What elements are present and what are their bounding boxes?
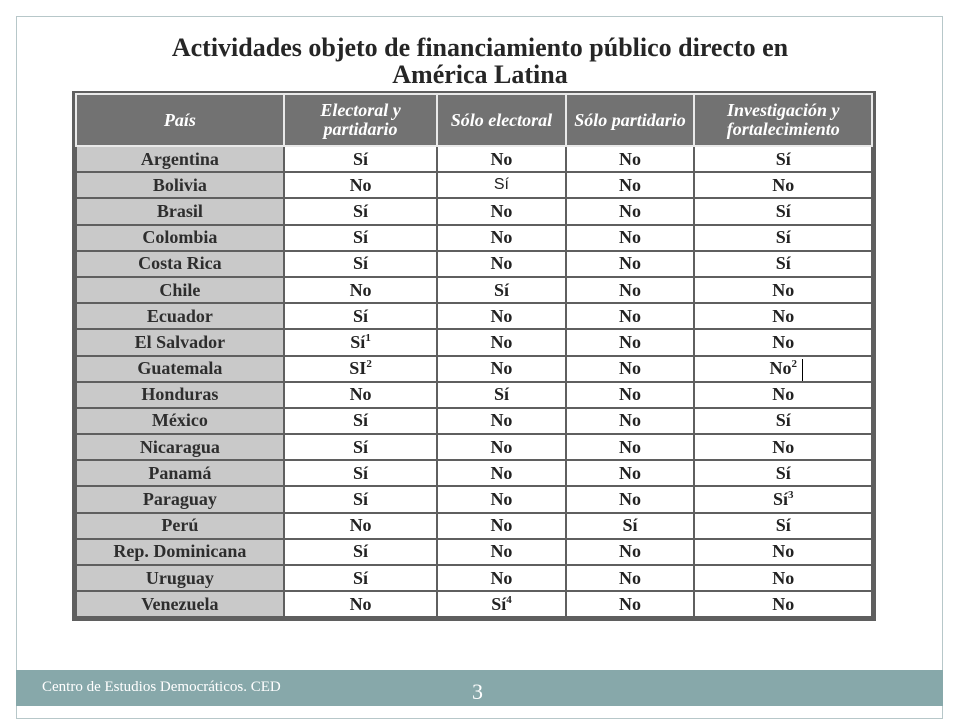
cell-value: No: [772, 593, 795, 614]
cell-value: No: [490, 436, 513, 457]
table-row: [76, 539, 872, 565]
value-cell: [437, 486, 565, 512]
header-electoral-partidario: Electoral y partidario: [284, 94, 438, 146]
table-row: [76, 146, 872, 172]
cell-value: Sí: [353, 436, 369, 457]
table-header-row: [76, 94, 872, 146]
table-row: [76, 225, 872, 251]
cell-value: Sí: [775, 515, 791, 536]
value-cell: [284, 591, 438, 617]
value-cell: [437, 198, 565, 224]
cell-value: No: [618, 567, 641, 588]
value-cell: [694, 277, 872, 303]
value-cell: [694, 146, 872, 172]
country-cell: Uruguay: [76, 565, 284, 591]
country-cell: Venezuela: [76, 591, 284, 617]
country-cell: México: [76, 408, 284, 434]
cell-value: No: [490, 541, 513, 562]
value-cell: [694, 434, 872, 460]
header-investigacion: Investigación y fortalecimiento: [694, 94, 872, 146]
value-cell: [566, 172, 695, 198]
value-cell: [437, 513, 565, 539]
cell-value: Sí: [353, 253, 369, 274]
title-line-2: América Latina: [392, 60, 568, 89]
cell-value: No: [349, 593, 372, 614]
financing-table: [75, 93, 873, 618]
value-cell: [284, 251, 438, 277]
value-cell: [284, 277, 438, 303]
value-cell: [694, 303, 872, 329]
value-cell: [566, 460, 695, 486]
table-row: [76, 198, 872, 224]
cell-value: No: [490, 358, 513, 379]
header-solo-electoral: Sólo electoral: [437, 94, 565, 146]
cell-value: No: [618, 148, 641, 169]
cell-value: No: [349, 279, 372, 300]
cell-value: No: [349, 174, 372, 195]
cell-value: No: [349, 384, 372, 405]
text-cursor: [802, 359, 803, 381]
value-cell: [566, 539, 695, 565]
value-cell: [566, 591, 695, 617]
cell-value: No: [490, 462, 513, 483]
cell-value: No: [618, 384, 641, 405]
value-cell: [566, 329, 695, 355]
table-row: [76, 434, 872, 460]
cell-value: Sí: [350, 331, 366, 352]
cell-value: No: [618, 227, 641, 248]
cell-value: No: [490, 410, 513, 431]
country-cell: Guatemala: [76, 356, 284, 382]
cell-value: No: [490, 148, 513, 169]
cell-value: No: [618, 462, 641, 483]
value-cell: [566, 565, 695, 591]
value-cell: [437, 225, 565, 251]
value-cell: [284, 434, 438, 460]
table-row: [76, 303, 872, 329]
value-cell: [284, 198, 438, 224]
value-cell: [566, 513, 695, 539]
value-cell: [694, 356, 872, 382]
cell-value: Sí: [493, 384, 509, 405]
cell-value: No: [618, 174, 641, 195]
value-cell[interactable]: [437, 172, 565, 198]
country-cell: Panamá: [76, 460, 284, 486]
cell-value: No: [490, 515, 513, 536]
cell-value: No: [490, 227, 513, 248]
cell-value: No: [618, 331, 641, 352]
cell-value: No: [772, 541, 795, 562]
footnote-marker: 4: [506, 593, 512, 606]
table-row: [76, 251, 872, 277]
value-cell: [694, 539, 872, 565]
cell-value: Sí: [775, 200, 791, 221]
cell-value: No: [490, 305, 513, 326]
country-cell: Nicaragua: [76, 434, 284, 460]
country-cell: Perú: [76, 513, 284, 539]
value-cell: [437, 277, 565, 303]
country-cell: Costa Rica: [76, 251, 284, 277]
cell-value: No: [618, 279, 641, 300]
value-cell: [694, 329, 872, 355]
value-cell: [437, 408, 565, 434]
footnote-marker: 2: [791, 358, 797, 371]
cell-value: No: [490, 253, 513, 274]
value-cell: [284, 382, 438, 408]
table-row: [76, 382, 872, 408]
cell-value: No: [618, 305, 641, 326]
table-row: [76, 277, 872, 303]
value-cell: [437, 329, 565, 355]
table-row: [76, 565, 872, 591]
cell-value: No: [490, 567, 513, 588]
cell-value: Sí: [493, 176, 509, 194]
cell-value: No: [618, 593, 641, 614]
value-cell: [694, 486, 872, 512]
cell-value: No: [772, 305, 795, 326]
cell-value: No: [618, 200, 641, 221]
value-cell: [694, 408, 872, 434]
cell-value: No: [772, 331, 795, 352]
table-row: [76, 513, 872, 539]
cell-value: Sí: [353, 305, 369, 326]
country-cell: Colombia: [76, 225, 284, 251]
value-cell: [694, 460, 872, 486]
cell-value: No: [490, 489, 513, 510]
value-cell: [566, 198, 695, 224]
value-cell: [566, 277, 695, 303]
cell-value: No: [772, 567, 795, 588]
value-cell: [284, 539, 438, 565]
value-cell: [566, 408, 695, 434]
value-cell: [284, 303, 438, 329]
table-row: [76, 460, 872, 486]
value-cell: [694, 591, 872, 617]
cell-value: Sí: [353, 148, 369, 169]
value-cell: [566, 303, 695, 329]
table-row: [76, 591, 872, 617]
value-cell: [284, 408, 438, 434]
value-cell: [566, 382, 695, 408]
title-line-1: Actividades objeto de financiamiento público directo en: [171, 33, 789, 62]
value-cell: [694, 225, 872, 251]
cell-value: No: [618, 253, 641, 274]
cell-value: No: [490, 331, 513, 352]
cell-value: Sí: [772, 489, 788, 510]
slide-title: [84, 34, 876, 88]
header-solo-partidario: Sólo partidario: [566, 94, 695, 146]
value-cell: [437, 591, 565, 617]
value-cell: [284, 513, 438, 539]
financing-table-container: [72, 91, 876, 621]
value-cell: [284, 225, 438, 251]
cell-value: No: [618, 541, 641, 562]
value-cell: [566, 225, 695, 251]
cell-value: Sí: [353, 227, 369, 248]
cell-value: Sí: [493, 279, 509, 300]
cell-value: Sí: [622, 515, 638, 536]
value-cell: [284, 486, 438, 512]
page-number: 3: [472, 679, 483, 704]
cell-value: No: [618, 410, 641, 431]
value-cell: [566, 146, 695, 172]
value-cell: [437, 146, 565, 172]
value-cell: [284, 146, 438, 172]
value-cell: [284, 172, 438, 198]
country-cell: Chile: [76, 277, 284, 303]
value-cell: [437, 460, 565, 486]
value-cell: [694, 251, 872, 277]
value-cell: [694, 513, 872, 539]
cell-value: No: [618, 489, 641, 510]
value-cell: [694, 172, 872, 198]
value-cell: [284, 565, 438, 591]
value-cell: [566, 356, 695, 382]
table-row: [76, 486, 872, 512]
value-cell: [437, 382, 565, 408]
cell-value: Sí: [353, 541, 369, 562]
value-cell: [437, 356, 565, 382]
cell-value: No: [349, 515, 372, 536]
footnote-marker: 3: [787, 489, 794, 502]
country-cell: El Salvador: [76, 329, 284, 355]
cell-value: Sí: [775, 462, 791, 483]
cell-value: Sí: [775, 148, 791, 169]
country-cell: Bolivia: [76, 172, 284, 198]
value-cell: [566, 486, 695, 512]
value-cell: [437, 565, 565, 591]
country-cell: Ecuador: [76, 303, 284, 329]
cell-value: Sí: [353, 489, 369, 510]
table-row: [76, 172, 872, 198]
value-cell: [694, 565, 872, 591]
cell-value: No: [618, 436, 641, 457]
cell-value: Sí: [353, 410, 369, 431]
value-cell: [437, 303, 565, 329]
value-cell: [694, 198, 872, 224]
country-cell: Brasil: [76, 198, 284, 224]
country-cell: Rep. Dominicana: [76, 539, 284, 565]
value-cell: [284, 329, 438, 355]
cell-value: Sí: [775, 410, 791, 431]
country-cell: Paraguay: [76, 486, 284, 512]
value-cell: [566, 434, 695, 460]
table-row: [76, 329, 872, 355]
value-cell: [437, 434, 565, 460]
cell-value: Sí: [775, 227, 791, 248]
cell-value: Sí: [353, 567, 369, 588]
cell-value: Sí: [775, 253, 791, 274]
value-cell: [437, 539, 565, 565]
cell-value: Sí: [491, 593, 507, 614]
cell-value: No: [490, 200, 513, 221]
country-cell: Honduras: [76, 382, 284, 408]
table-body: [76, 146, 872, 617]
footer-organization: Centro de Estudios Democráticos. CED: [42, 679, 281, 695]
table-row: [76, 356, 872, 382]
value-cell: [566, 251, 695, 277]
cell-value: Sí: [353, 200, 369, 221]
value-cell: [284, 460, 438, 486]
cell-value: No: [772, 384, 795, 405]
cell-value: No: [772, 174, 795, 195]
cell-value: No: [618, 358, 641, 379]
value-cell: [694, 382, 872, 408]
header-country: País: [76, 94, 284, 146]
cell-value: SI: [349, 358, 367, 379]
table-row: [76, 408, 872, 434]
footnote-marker: 1: [365, 331, 371, 344]
footnote-marker: 2: [366, 358, 372, 371]
value-cell: [437, 251, 565, 277]
country-cell: Argentina: [76, 146, 284, 172]
cell-value: No: [772, 279, 795, 300]
value-cell: [284, 356, 438, 382]
cell-value: Sí: [353, 462, 369, 483]
cell-value: No: [772, 436, 795, 457]
cell-value: No: [769, 358, 792, 379]
